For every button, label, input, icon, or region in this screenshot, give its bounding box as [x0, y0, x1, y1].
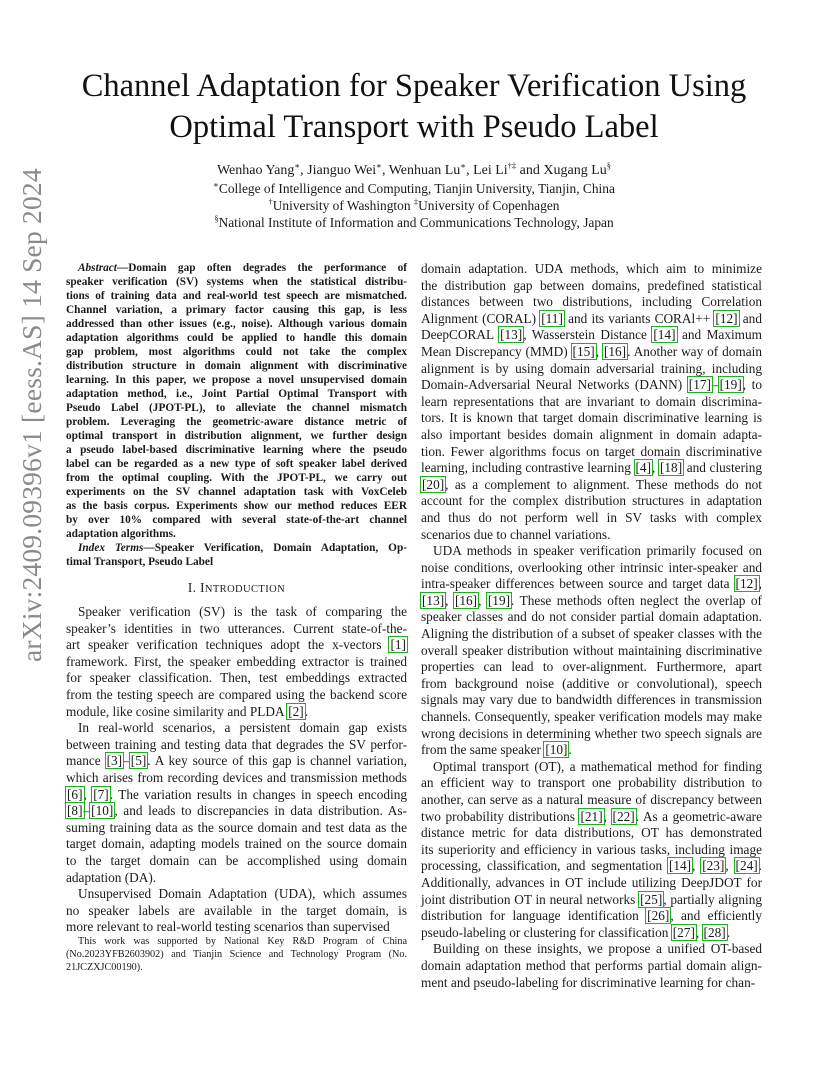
citation-link[interactable]: [10] — [91, 803, 114, 819]
author-name: Lei Li — [473, 163, 508, 178]
citation-link[interactable]: [28] — [703, 924, 726, 940]
text-run: account for the complex distribution structures in adaptation — [421, 493, 762, 509]
text-run: and Maximum — [676, 327, 763, 343]
text-line — [421, 493, 762, 510]
author-mark: § — [606, 160, 612, 171]
text-line — [421, 593, 762, 610]
affiliation-mark: † — [268, 196, 273, 207]
text-run: , as a complement to alignment. These methods do not — [445, 476, 762, 492]
text-line — [421, 726, 762, 743]
index-terms-text: timal Transport, Pseudo Label — [66, 556, 214, 568]
index-terms-label: Index Terms — [78, 542, 144, 554]
text-run: distribution for language identification — [421, 908, 647, 924]
text-run: noise conditions, overlooking other intrinsic inter-speaker and — [421, 559, 762, 575]
text-line — [66, 803, 407, 820]
citation-link[interactable]: [11] — [541, 310, 563, 326]
text-line — [421, 892, 762, 909]
text-line — [421, 925, 762, 942]
text-line — [421, 410, 762, 427]
text-run: alignment is by using domain adversarial training, including — [421, 360, 762, 376]
citation-link[interactable]: [13] — [500, 327, 523, 343]
text-run: another, can serve as a natural measure of discrepancy between — [421, 792, 762, 807]
citation-separator: , — [603, 808, 612, 824]
text-line — [421, 659, 762, 676]
text-run: , to — [742, 377, 763, 393]
text-line — [421, 792, 762, 809]
abstract-text: a pseudo label-based discriminative learning where the pseudo — [66, 444, 407, 456]
text-run: and — [738, 310, 762, 326]
paragraph — [421, 941, 762, 991]
citation-link[interactable]: [14] — [653, 327, 676, 343]
introduction-body — [66, 604, 407, 936]
text-line — [66, 753, 407, 770]
index-terms — [66, 541, 407, 569]
text-run: , — [758, 576, 762, 592]
text-run: Speaker verification (SV) is the task of comparing the — [78, 604, 407, 619]
text-run: learning, including contrastive learning — [421, 460, 635, 476]
text-run: distance metric for data distributions, OT has demonstrated — [421, 825, 762, 841]
abstract-line — [66, 471, 407, 485]
text-line — [66, 704, 407, 721]
text-line — [66, 836, 407, 853]
paragraph — [421, 759, 762, 942]
abstract-text: speaker verification (SV) systems when the statistical distribu- — [66, 276, 407, 288]
author-name: Wenhao Yang — [216, 163, 295, 178]
text-run: In real-world scenarios, a persistent domain gap exists — [78, 720, 407, 736]
author-mark: ∗ — [460, 160, 467, 171]
text-line — [421, 311, 762, 328]
paragraph — [421, 261, 762, 543]
author-mark: †‡ — [507, 160, 517, 171]
text-run: . As a geometric-aware — [635, 808, 762, 824]
text-line — [421, 327, 762, 344]
abstract-line — [66, 359, 407, 373]
text-run: from the testing speech are compared using the backend score — [66, 686, 407, 702]
text-line — [421, 460, 762, 477]
abstract-line — [66, 345, 407, 359]
text-line — [421, 377, 762, 394]
text-run: from the same speaker — [421, 742, 545, 758]
abstract-line — [66, 485, 407, 499]
text-line — [66, 621, 407, 638]
paragraph — [66, 604, 407, 720]
text-run: . — [758, 858, 762, 874]
text-line — [421, 692, 762, 709]
text-line — [421, 941, 762, 958]
citation-link[interactable]: [17] — [688, 377, 711, 393]
text-run: adaptation (DA). — [66, 869, 157, 885]
text-run: between training and testing data that degrades the SV perfor- — [66, 736, 407, 752]
abstract-line — [66, 499, 407, 513]
right-column-body — [421, 261, 762, 991]
text-run: pseudo-labeling or clustering for classification — [421, 924, 672, 940]
text-line — [66, 720, 407, 737]
citation-separator: , — [595, 343, 603, 359]
citation-link[interactable]: [1] — [390, 637, 406, 653]
text-line — [66, 853, 407, 870]
abstract-line — [66, 331, 407, 345]
text-run: properties can lead to over-alignment. Furthermore, apart — [421, 659, 762, 675]
text-run: scenarios due to channel variations. — [421, 526, 611, 542]
text-line — [66, 604, 407, 621]
text-line — [421, 975, 762, 992]
text-line — [66, 637, 407, 654]
text-line — [66, 670, 407, 687]
abstract-line — [66, 457, 407, 471]
affiliation-text: National Institute of Information and Communications Technology, Japan — [218, 215, 614, 230]
text-line — [421, 510, 762, 527]
text-run: Mean Discrepancy (MMD) — [421, 343, 572, 359]
abstract-line — [66, 415, 407, 429]
text-run: . The variation results in changes in speech encoding — [109, 786, 407, 802]
index-terms-line — [66, 541, 407, 555]
paragraph — [421, 543, 762, 759]
author-mark: ∗ — [376, 160, 382, 171]
text-run: domain adaptation method that performs partial domain align- — [421, 957, 762, 973]
title-line: Optimal Transport with Pseudo Label — [169, 109, 659, 145]
text-line — [421, 560, 762, 577]
text-run: two probability distributions — [421, 808, 580, 824]
text-run: . A key source of this gap is channel variation, — [147, 753, 407, 769]
text-run: wrong decisions in determining whether two speech signals are — [421, 725, 762, 741]
text-run: Unsupervised Domain Adaptation (UDA), which assumes — [78, 886, 407, 902]
abstract-line — [66, 317, 407, 331]
citation-separator: – — [83, 803, 91, 819]
text-run: framework. First, the speaker embedding extractor is trained — [66, 653, 407, 669]
abstract-line — [66, 289, 407, 303]
affiliation-nict — [60, 214, 768, 231]
text-run: target domain, adapting models trained on the source domain — [66, 836, 407, 852]
section-heading-introduction: I. INTRODUCTION — [187, 580, 286, 595]
text-run: learn representations that are invariant to domain discrimina- — [421, 393, 762, 409]
text-line — [421, 858, 762, 875]
text-run: Aligning the distribution of a subset of speaker classes with the — [421, 626, 762, 642]
text-run: more relevant to real-world testing scenarios than supervised — [66, 919, 390, 935]
text-run: UDA methods in speaker verification primarily focused on — [433, 543, 762, 559]
author-name: Wenhuan Lu — [388, 163, 461, 178]
affiliation-tianjin — [60, 180, 768, 197]
text-line — [66, 886, 407, 903]
text-line — [66, 903, 407, 920]
author-list: Wenhao Yang∗, Jianguo Wei∗, Wenhuan Lu∗, Lei Li†‡ and Xugang Lu§ — [216, 160, 612, 178]
abstract — [66, 261, 407, 541]
abstract-text: learning. In this paper, we propose a novel unsupervised domain — [66, 374, 407, 386]
text-line — [421, 609, 762, 626]
text-line — [66, 787, 407, 804]
text-run: intra-speaker differences between source and target data — [421, 576, 735, 592]
index-terms-text: —Speaker Verification, Domain Adaptation, Op- — [143, 542, 407, 554]
citation-link[interactable]: [4] — [635, 460, 652, 476]
text-run: Alignment (CORAL) — [421, 310, 541, 326]
text-line — [421, 278, 762, 295]
abstract-text: as the basis corpus. Experiments show our method reduces EER — [66, 500, 407, 512]
citation-link[interactable]: [24] — [735, 858, 758, 874]
abstract-text: adaptation algorithms. — [66, 528, 176, 540]
text-run: its superiority and efficiency in various tasks, including image — [421, 841, 762, 857]
text-run: and thus do not perform well in SV tasks with complex — [421, 509, 762, 525]
text-run: for speaker classification. Then, test embeddings extracted — [66, 670, 407, 686]
text-line — [421, 543, 762, 560]
text-run: tion. Fewer algorithms focus on target domain discriminative — [421, 443, 762, 459]
abstract-label: Abstract — [78, 262, 117, 274]
text-run: no speaker labels are available in the target domain, is — [66, 902, 407, 918]
text-line — [421, 527, 762, 544]
citation-separator: , — [692, 858, 702, 874]
citation-link[interactable]: [26] — [647, 908, 670, 924]
text-run: signals may vary due to bandwidth differences in transmission — [421, 692, 762, 708]
text-line — [421, 958, 762, 975]
text-line — [421, 344, 762, 361]
abstract-text: from the optimal coupling. With the JPOT-PL, we carry out — [66, 472, 407, 484]
right-column — [421, 261, 762, 991]
abstract-text: by over 10% compared with several state-of-the-art channel — [66, 514, 407, 526]
text-line — [66, 687, 407, 704]
abstract-text: label can be regarded as a new type of soft speaker label derived — [66, 458, 407, 470]
index-terms-line — [66, 555, 407, 569]
text-run: to the target domain can be accomplished using domain — [66, 852, 407, 868]
text-run: , partially aligning — [663, 891, 762, 907]
text-line — [421, 742, 762, 759]
affiliation-mark: § — [214, 213, 219, 224]
text-run: domain adaptation. UDA methods, which aim to minimize — [421, 261, 762, 276]
paragraph — [66, 886, 407, 936]
text-line — [421, 626, 762, 643]
left-column — [66, 261, 407, 936]
abstract-line — [66, 443, 407, 457]
affiliation-text: College of Intelligence and Computing, Tianjin University, Tianjin, China — [218, 181, 615, 196]
funding-footnote — [66, 935, 407, 974]
citation-link[interactable]: [20] — [422, 476, 445, 492]
abstract-line — [66, 373, 407, 387]
citation-separator: , — [478, 592, 487, 608]
text-line — [421, 643, 762, 660]
citation-link[interactable]: [10] — [545, 742, 568, 758]
abstract-text: experiments on the SV channel adaptation task with VoxCeleb — [66, 486, 407, 498]
text-run: the distribution gap between domains, predefined statistical — [421, 277, 762, 293]
text-run: Additionally, advances in OT include utilizing DeepJDOT for — [421, 874, 762, 890]
affiliation-text: University of Copenhagen — [418, 198, 560, 213]
title-line: Channel Adaptation for Speaker Verification Using — [81, 68, 747, 104]
text-run: art speaker verification techniques adopt the x-vectors — [66, 637, 390, 653]
citation-link[interactable]: [19] — [487, 592, 511, 608]
author-mark: ∗ — [294, 160, 301, 171]
text-run: DeepCORAL — [421, 327, 500, 343]
footnote-line: (No.2023YFB2603902) and Tianjin Science and Technology Program (No. — [66, 949, 407, 960]
text-run: , and efficiently — [670, 908, 762, 924]
text-line — [421, 908, 762, 925]
abstract-text: distribution structure in domain alignment with discriminative — [66, 360, 407, 372]
abstract-line — [66, 261, 407, 275]
citation-link[interactable]: [21] — [580, 808, 603, 824]
text-line — [66, 919, 407, 936]
text-run: also important besides domain alignment in domain adapta- — [421, 426, 762, 442]
text-line — [421, 261, 762, 278]
citation-separator: , — [445, 592, 454, 608]
text-line — [66, 820, 407, 837]
abstract-line — [66, 303, 407, 317]
text-run: mance — [66, 753, 106, 769]
abstract-line — [66, 429, 407, 443]
text-run: processing, classification, and segmentation — [421, 858, 668, 874]
text-run: distances between two distributions, including Correlation — [421, 294, 762, 310]
abstract-line — [66, 275, 407, 289]
text-line — [66, 770, 407, 787]
author-name: Xugang Lu — [543, 163, 607, 178]
text-line — [421, 427, 762, 444]
text-run: Domain-Adversarial Neural Networks (DANN) — [421, 377, 688, 393]
abstract-line — [66, 401, 407, 415]
text-run: . These methods often neglect the overlap of — [511, 592, 762, 608]
citation-link[interactable]: [5] — [130, 753, 147, 769]
text-run: , and leads to discrepancies in data distribution. As- — [114, 803, 407, 819]
footnote-line: This work was supported by National Key R&D Program of China — [78, 936, 407, 947]
text-line — [66, 737, 407, 754]
text-run: which arises from recording devices and transmission methods — [66, 769, 407, 785]
citation-separator: , — [83, 786, 93, 802]
text-run: and clustering — [683, 460, 762, 476]
affiliation-mark: ‡ — [413, 196, 419, 207]
abstract-text: optimal transport in distribution alignment, we further design — [66, 430, 407, 442]
abstract-line — [66, 387, 407, 401]
text-run: and its variants CORAl++ — [563, 310, 715, 326]
abstract-line — [66, 513, 407, 527]
affiliation-mark: ∗ — [213, 179, 219, 190]
citation-link[interactable]: [8] — [67, 803, 83, 819]
text-run: joint distribution OT in neural networks — [421, 891, 640, 907]
text-run: channels. Consequently, speaker verification models may make — [421, 709, 762, 725]
text-line — [421, 477, 762, 494]
abstract-text: adaptation algorithms could be applied to handle this domain — [66, 332, 407, 344]
citation-link[interactable]: [16] — [454, 592, 478, 608]
text-run: tors. It is known that target domain discriminative learning is — [421, 410, 762, 426]
citation-link[interactable]: [13] — [422, 592, 445, 608]
arxiv-identifier: arXiv:2409.09396v1 [eess.AS] 14 Sep 2024 — [16, 168, 47, 662]
text-line — [421, 842, 762, 859]
citation-link[interactable]: [19] — [719, 377, 742, 393]
text-line — [421, 361, 762, 378]
text-line — [66, 654, 407, 671]
abstract-text: Pseudo Label (JPOT-PL), to alleviate the channel mismatch — [66, 402, 407, 414]
citation-link[interactable]: [23] — [702, 858, 725, 874]
text-line — [421, 576, 762, 593]
text-line — [421, 676, 762, 693]
citation-separator: – — [711, 377, 719, 393]
abstract-text: —Domain gap often degrades the performance of — [116, 262, 407, 274]
paper-title — [60, 66, 768, 148]
citation-link[interactable]: [12] — [715, 310, 738, 326]
text-line — [421, 825, 762, 842]
citation-link[interactable]: [7] — [93, 786, 109, 802]
citation-link[interactable]: [18] — [659, 460, 683, 476]
text-line — [421, 394, 762, 411]
text-run: . Another way of domain — [627, 343, 762, 359]
footnote-line: 21JCZXJC00190). — [66, 962, 143, 973]
citation-link[interactable]: [6] — [67, 786, 83, 802]
abstract-text: tions of training data and real-world test speech are mismatched. — [66, 290, 407, 302]
text-run: speaker’s identities in two utterances. Current state-of-the- — [66, 620, 407, 636]
abstract-text: problem. Leveraging the geometric-aware distance metric of — [66, 416, 407, 428]
text-run: an efficient way to transport one probability distribution to — [421, 775, 762, 791]
text-run: ment and pseudo-labeling for discriminative learning for chan- — [421, 974, 756, 990]
text-line — [421, 809, 762, 826]
citation-link[interactable]: [14] — [668, 858, 692, 874]
affiliation-uw-copenhagen — [60, 197, 768, 214]
text-line — [421, 759, 762, 776]
citation-link[interactable]: [2] — [288, 703, 304, 719]
affiliation-text: University of Washington — [272, 198, 414, 213]
abstract-text: addressed than other issues (e.g., noise). Although various domain — [66, 318, 407, 330]
text-line — [421, 294, 762, 311]
citation-link[interactable]: [16] — [603, 343, 627, 359]
abstract-text: gap problem, most algorithms could not take the complex — [66, 346, 407, 358]
text-line — [66, 870, 407, 887]
citation-link[interactable]: [25] — [640, 891, 663, 907]
citation-link[interactable]: [27] — [672, 924, 695, 940]
text-run: overall speaker distribution without maintaining discriminative — [421, 642, 762, 658]
citation-separator: – — [123, 753, 130, 769]
text-run: module, like cosine similarity and PLDA — [66, 703, 288, 719]
abstract-text: Channel variation, a primary factor causing this gap, is less — [66, 304, 407, 316]
text-run: from background noise (additive or convolutional), speech — [421, 675, 762, 691]
citation-link[interactable]: [3] — [106, 753, 123, 769]
text-run: , Wasserstein Distance — [523, 327, 653, 343]
text-run: . — [304, 703, 309, 719]
citation-separator: , — [725, 858, 735, 874]
text-run: Building on these insights, we propose a unified OT-based — [433, 941, 762, 957]
citation-separator: , — [695, 924, 703, 940]
abstract-text: adaptation method, i.e., Joint Partial Optimal Transport with — [66, 388, 407, 400]
citation-link[interactable]: [15] — [572, 343, 595, 359]
text-line — [421, 444, 762, 461]
paragraph — [66, 720, 407, 886]
text-run: . — [726, 924, 731, 940]
text-line — [421, 709, 762, 726]
text-line — [421, 775, 762, 792]
author-name: Jianguo Wei — [307, 163, 377, 178]
text-run: speaker classes and do not consider partial domain adaptation. — [421, 609, 762, 625]
citation-link[interactable]: [12] — [735, 576, 758, 592]
text-run: suming training data as the source domain and test data as the — [66, 819, 407, 835]
abstract-line — [66, 527, 407, 541]
text-run: Optimal transport (OT), a mathematical method for finding — [433, 758, 762, 774]
citation-separator: , — [652, 460, 659, 476]
text-run: . — [568, 742, 572, 758]
text-line — [421, 875, 762, 892]
citation-link[interactable]: [22] — [612, 808, 635, 824]
